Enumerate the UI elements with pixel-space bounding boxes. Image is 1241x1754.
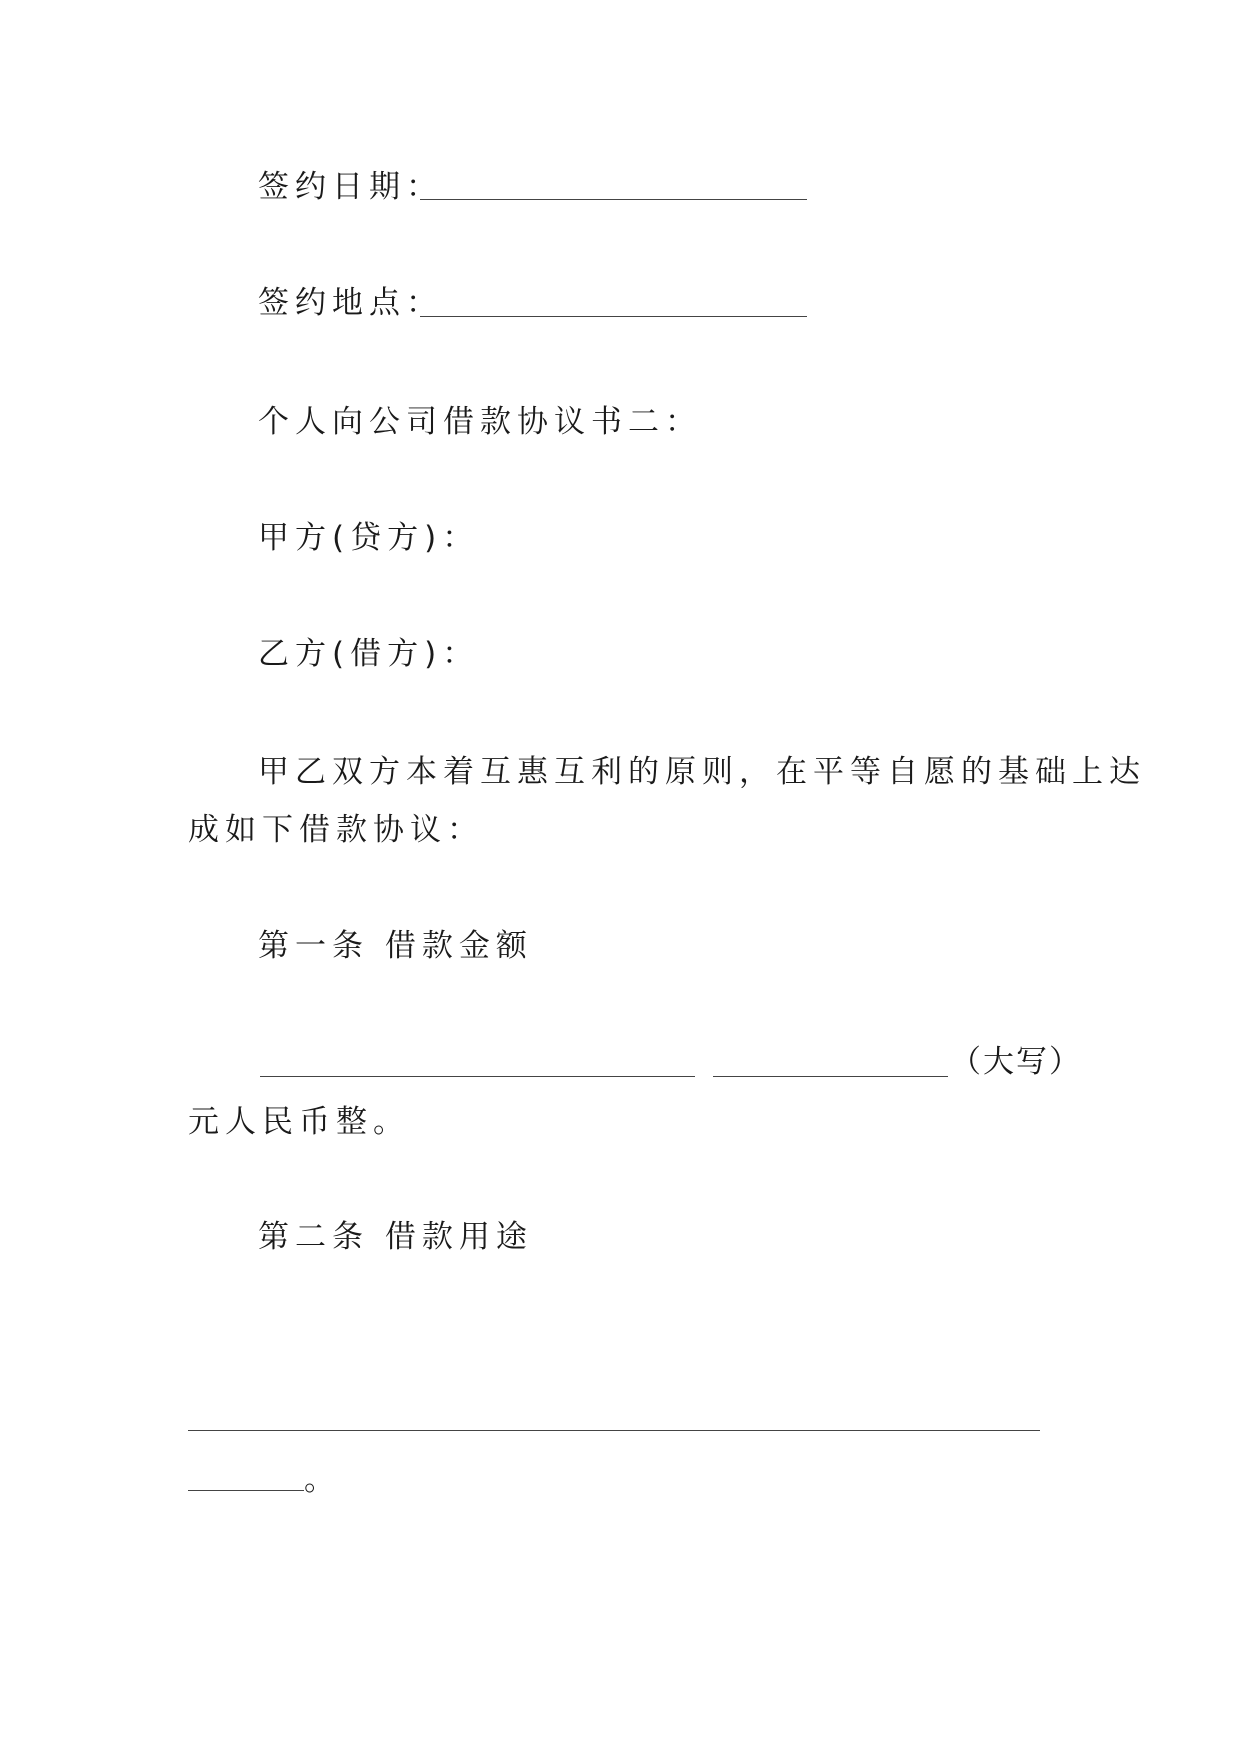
article-1-title: 第一条 借款金额 — [258, 928, 533, 964]
intro-line-1: 甲乙双方本着互惠互利的原则，在平等自愿的基础上达 — [258, 754, 1146, 790]
party-a-label: 甲方(贷方)： — [258, 520, 480, 556]
article-2-title: 第二条 借款用途 — [258, 1219, 533, 1255]
amount-blank — [260, 1076, 695, 1077]
intro-line-2: 成如下借款协议： — [188, 812, 484, 848]
amount-unit: 元人民币整。 — [188, 1104, 410, 1140]
amount-capital-blank — [713, 1076, 948, 1077]
signing-place-label: 签约地点： — [258, 285, 443, 321]
section-title: 个人向公司借款协议书二： — [258, 404, 702, 440]
signing-date-label: 签约日期： — [258, 169, 443, 205]
signing-place-blank — [420, 316, 807, 317]
party-b-label: 乙方(借方)： — [258, 636, 480, 672]
purpose-blank-line-1 — [188, 1430, 1040, 1431]
purpose-end-mark: 。 — [304, 1462, 341, 1498]
amount-capital-label: （大写） — [950, 1044, 1082, 1080]
purpose-blank-line-2 — [188, 1490, 304, 1491]
signing-date-blank — [420, 199, 807, 200]
